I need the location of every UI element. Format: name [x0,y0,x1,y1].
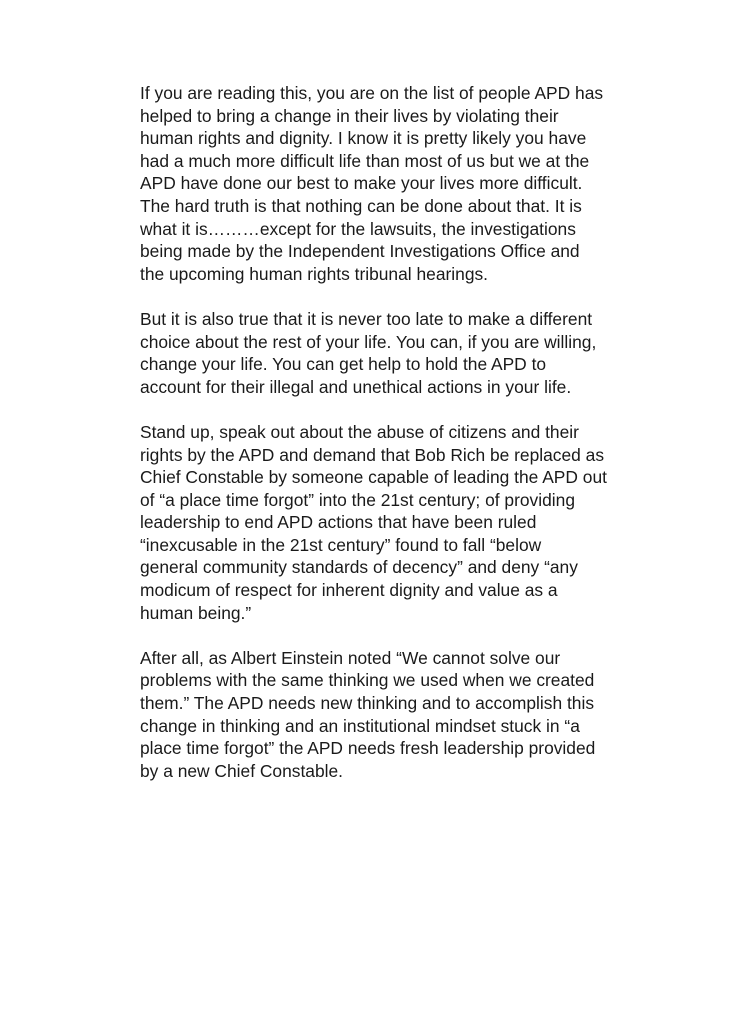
text-line: choice about the rest of your life. You can, if you are willing, [140,331,597,352]
text-line: place time forgot” the APD needs fresh leadership provided [140,738,596,759]
paragraph-4 [140,647,620,783]
text-line: being made by the Independent Investigations Office and [140,241,580,262]
text-line: problems with the same thinking we used when we created [140,670,595,691]
text-line: After all, as Albert Einstein noted “We cannot solve our [140,647,561,668]
document-body [140,82,620,805]
text-line: APD have done our best to make your lives more difficult. [140,173,583,194]
text-line: what it is………except for the lawsuits, the investigations [140,218,576,239]
text-line: general community standards of decency” and deny “any [140,557,578,578]
text-line: If you are reading this, you are on the list of people APD has [140,83,604,103]
text-line: of “a place time forgot” into the 21st century; of providing [140,489,575,510]
paragraph-2 [140,308,620,398]
text-line: account for their illegal and unethical actions in your life. [140,376,572,397]
text-line: “inexcusable in the 21st century” found to fall “below [140,534,542,555]
text-line: leadership to end APD actions that have been ruled [140,512,537,533]
text-line: change in thinking and an institutional mindset stuck in “a [140,715,580,736]
text-line: by a new Chief Constable. [140,760,344,781]
text-line: Stand up, speak out about the abuse of citizens and their [140,421,579,442]
text-line: change your life. You can get help to hold the APD to [140,354,547,375]
text-line: Chief Constable by someone capable of leading the APD out [140,467,607,488]
text-line: them.” The APD needs new thinking and to accomplish this [140,693,595,714]
text-line: human rights and dignity. I know it is pretty likely you have [140,128,587,149]
text-line: helped to bring a change in their lives by violating their [140,105,559,126]
paragraph-1 [140,82,620,285]
text-line: The hard truth is that nothing can be done about that. It is [140,195,582,216]
paragraph-3 [140,421,620,624]
text-line: had a much more difficult life than most of us but we at the [140,150,590,171]
text-line: human being.” [140,602,252,623]
text-line: modicum of respect for inherent dignity and value as a [140,580,558,601]
text-line: the upcoming human rights tribunal hearings. [140,263,489,284]
text-line: But it is also true that it is never too late to make a different [140,308,593,329]
text-line: rights by the APD and demand that Bob Rich be replaced as [140,444,605,465]
